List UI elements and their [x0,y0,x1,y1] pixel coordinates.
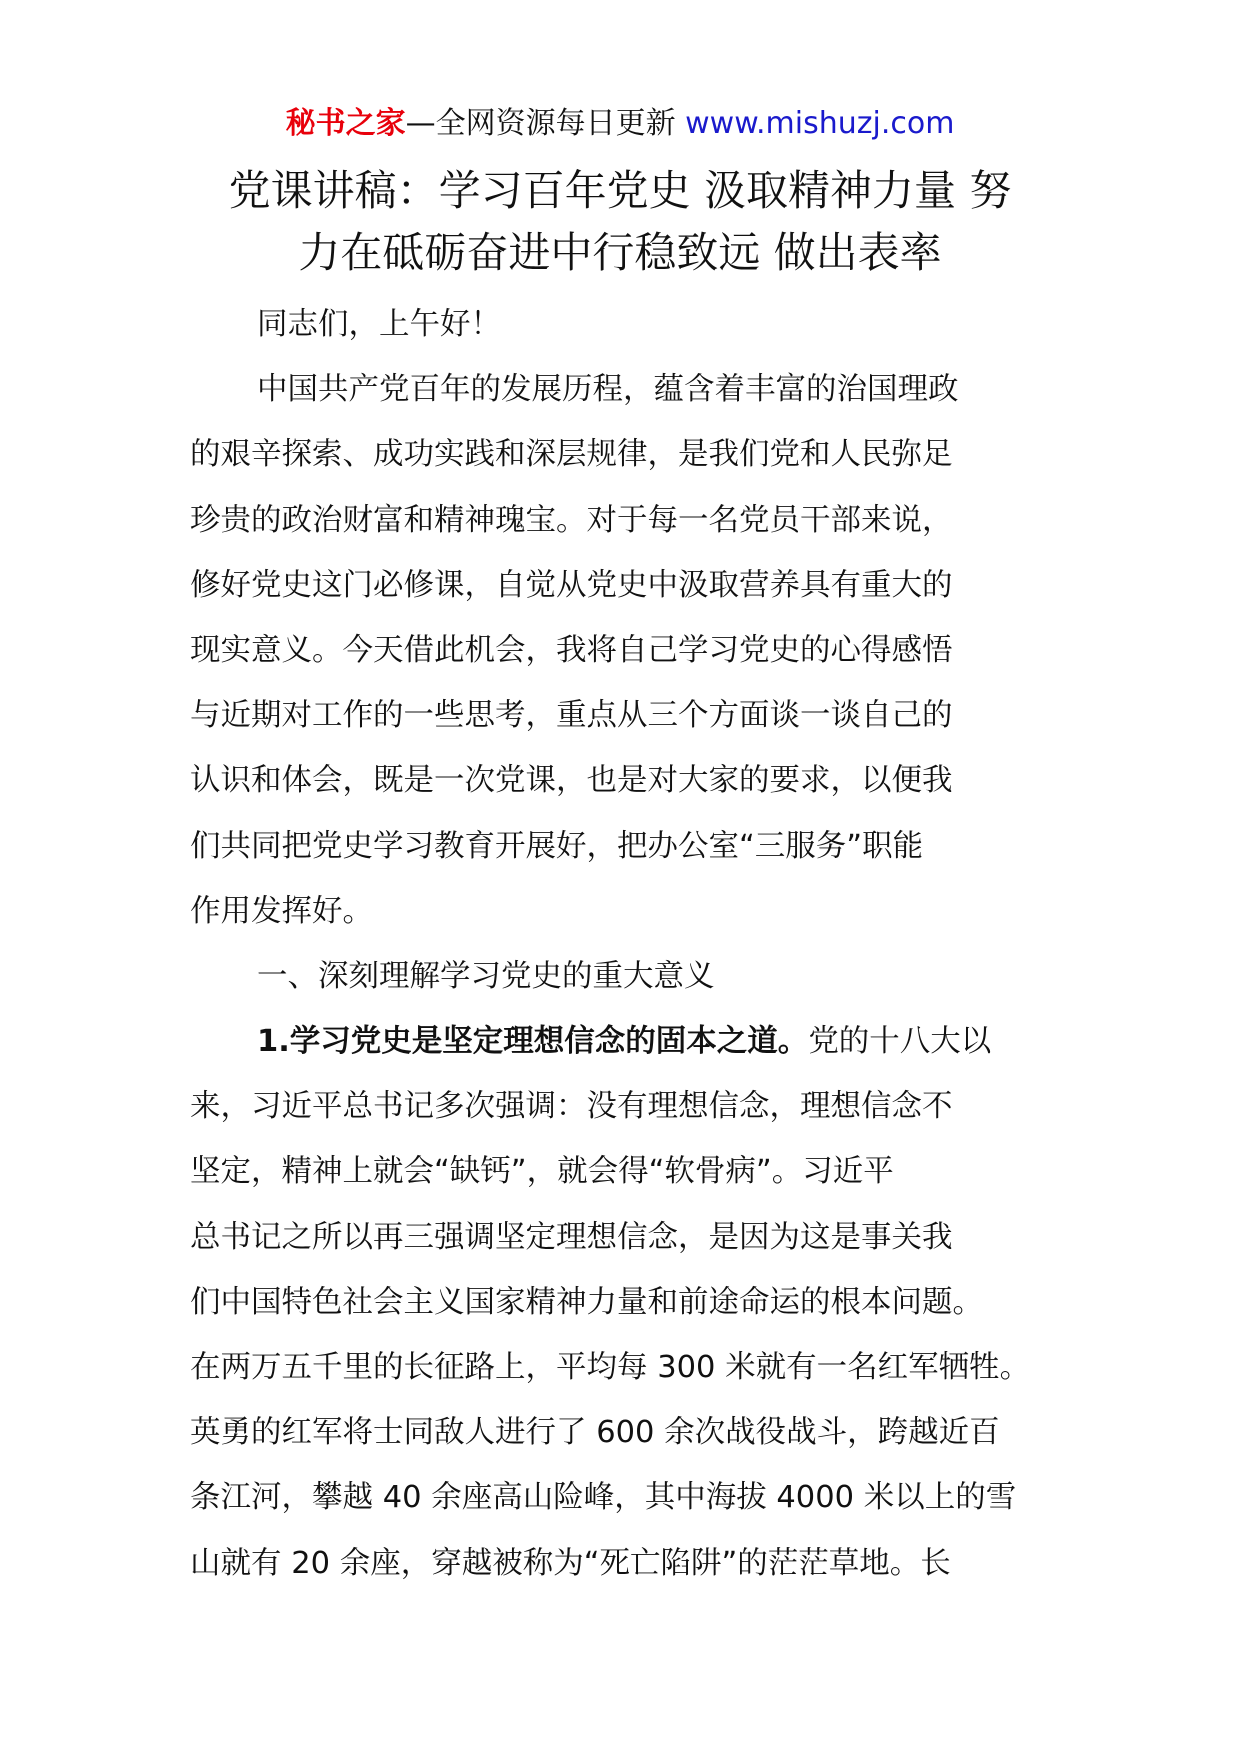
paragraph-line: 们共同把党史学习教育开展好，把办公室“三服务”职能 [190,828,924,864]
paragraph-line: 来，习近平总书记多次强调：没有理想信念，理想信念不 [190,1089,953,1125]
paragraph-line: 总书记之所以再三强调坚定理想信念，是因为这是事关我 [190,1219,953,1255]
paragraph-line: 与近期对工作的一些思考，重点从三个方面谈一谈自己的 [190,698,953,734]
paragraph-text: 党的十八大以 [808,1024,992,1060]
document-body [190,292,1090,1596]
paragraph-line: 认识和体会，既是一次党课，也是对大家的要求，以便我 [190,763,953,799]
paragraph-line: 英勇的红军将士同敌人进行了 600 余次战役战斗，跨越近百 [190,1415,1000,1451]
paragraph-line: 的艰辛探索、成功实践和深层规律，是我们党和人民弥足 [190,437,953,473]
header-slogan: —全网资源每日更新 [405,106,686,141]
paragraph-line: 坚定，精神上就会“缺钙”，就会得“软骨病”。习近平 [190,1154,894,1190]
paragraph-line: 在两万五千里的长征路上，平均每 300 米就有一名红军牺牲。 [190,1350,1031,1385]
paragraph-line: 作用发挥好。 [190,893,373,929]
paragraph-line: 修好党史这门必修课，自觉从党史中汲取营养具有重大的 [190,567,953,603]
paragraph-line [190,1009,1090,1074]
paragraph-line: 山就有 20 余座，穿越被称为“死亡陷阱”的茫茫草地。长 [190,1545,951,1581]
paragraph-line: 条江河，攀越 40 余座高山险峰，其中海拔 4000 米以上的雪 [190,1480,1017,1516]
site-url[interactable]: www.mishuzj.com [685,106,955,141]
paragraph-line: 中国共产党百年的发展历程，蕴含着丰富的治国理政 [257,372,959,408]
brand-name: 秘书之家 [285,106,406,141]
paragraph-line: 现实意义。今天借此机会，我将自己学习党史的心得感悟 [190,632,953,668]
document-title [100,160,1140,284]
paragraph-line: 珍贵的政治财富和精神瑰宝。对于每一名党员干部来说， [190,502,953,538]
greeting: 同志们，上午好！ [257,307,501,342]
paragraph-line: 们中国特色社会主义国家精神力量和前途命运的根本问题。 [190,1284,983,1320]
title-line: 党课讲稿：学习百年党史 汲取精神力量 努 [228,166,1012,215]
site-header [0,100,1240,148]
title-line: 力在砥砺奋进中行稳致远 做出表率 [298,228,942,277]
section-heading: 一、深刻理解学习党史的重大意义 [257,958,715,994]
subsection-heading: 1.学习党史是坚定理想信念的固本之道。 [257,1024,809,1060]
